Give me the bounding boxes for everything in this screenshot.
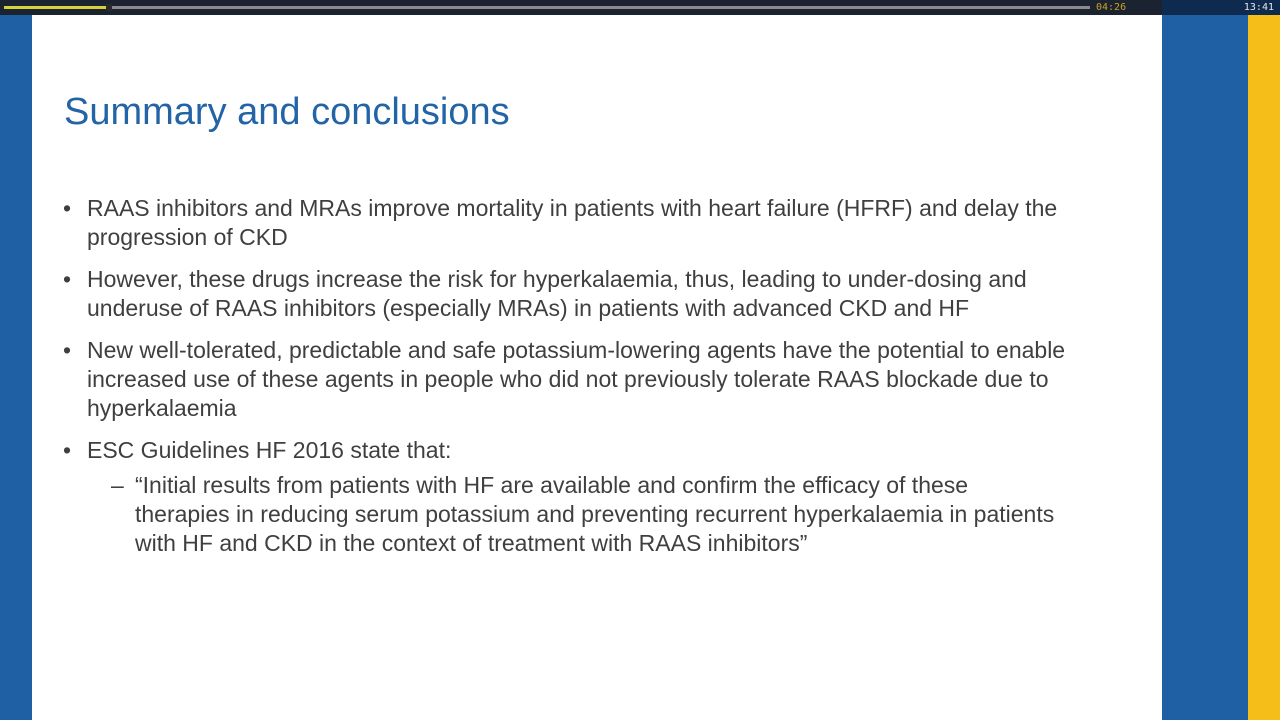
seek-bar[interactable] <box>4 6 1090 9</box>
seek-progress <box>4 6 106 9</box>
slide-canvas <box>32 15 1162 720</box>
right-yellow-band <box>1248 15 1280 720</box>
slide-title: Summary and conclusions <box>64 91 510 133</box>
total-duration: 13:41 <box>1243 2 1274 13</box>
bullet-item <box>56 436 1066 558</box>
bullet-item: • New well-tolerated, predictable and safe potassium-lowering agents have the potential to enable increased use of these agents in people who did not previously tolerate RAAS blockade due to hyperkalaemia <box>56 336 1066 423</box>
elapsed-time: 04:26 <box>1096 2 1127 13</box>
left-blue-band <box>0 15 32 720</box>
bullet-text: ESC Guidelines HF 2016 state that: <box>87 437 452 463</box>
sub-bullet-item: – “Initial results from patients with HF are available and confirm the efficacy of these therapies in reducing serum potassium and preventing recurrent hyperkalaemia in patients with HF and CKD in the context of treatment with RAAS inhibitors” <box>87 471 1066 558</box>
right-blue-band <box>1162 15 1248 720</box>
bullet-item: • RAAS inhibitors and MRAs improve mortality in patients with heart failure (HFRF) and delay the progression of CKD <box>56 194 1066 252</box>
duration-box <box>1162 0 1280 15</box>
sub-bullet-list <box>87 471 1066 558</box>
bullet-item: • However, these drugs increase the risk for hyperkalaemia, thus, leading to under-dosing and underuse of RAAS inhibitors (especially MRAs) in patients with advanced CKD and HF <box>56 265 1066 323</box>
bullet-list <box>56 194 1066 571</box>
seek-handle[interactable] <box>106 4 112 11</box>
player-control-bar <box>0 0 1280 15</box>
